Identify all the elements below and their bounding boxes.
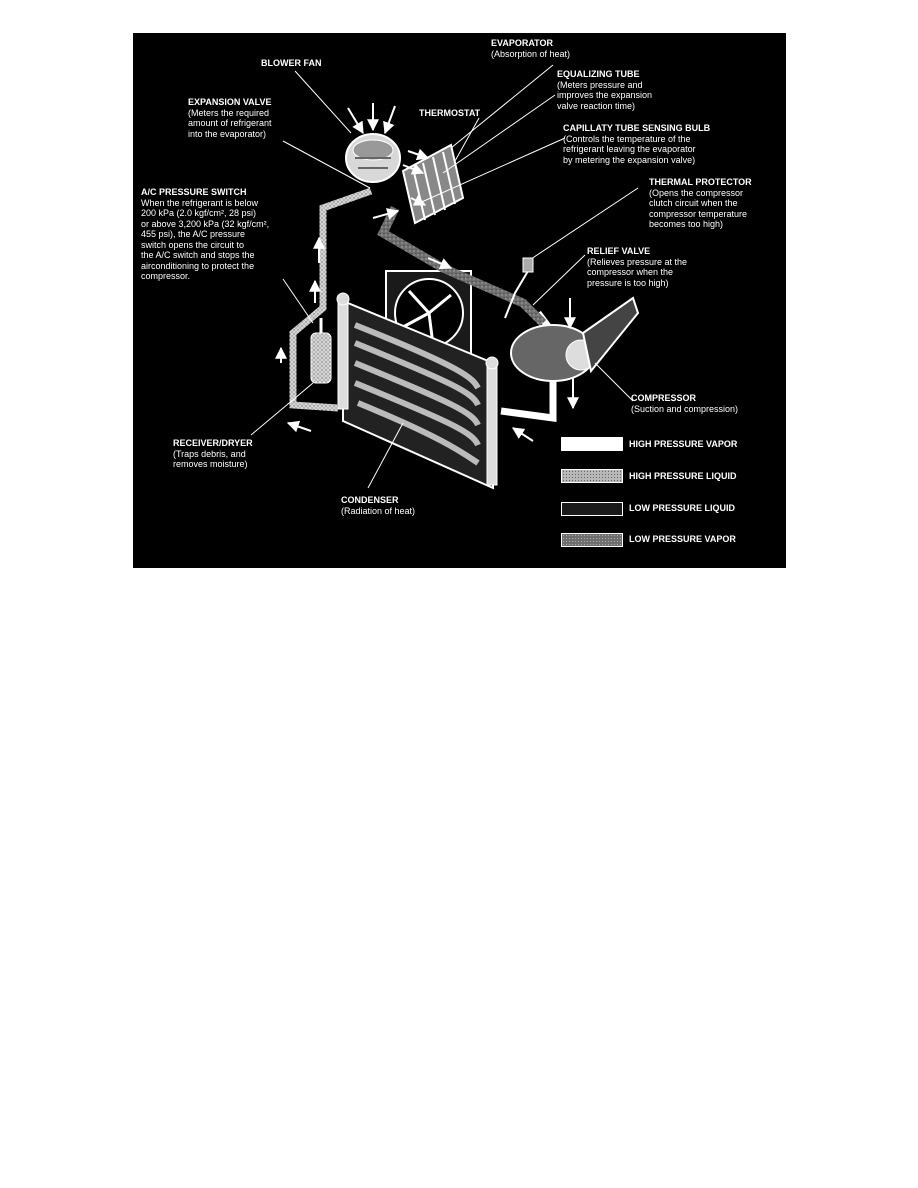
label-condenser-desc: (Radiation of heat)	[341, 505, 416, 516]
label-expansion-valve	[188, 97, 272, 139]
label-capillary-tube-desc: (Controls the temperature of the refrigerant leaving the evaporator by metering the expansion valve)	[563, 133, 696, 165]
label-blower-fan-title: BLOWER FAN	[261, 58, 322, 68]
label-relief-valve	[587, 246, 687, 288]
label-compressor	[631, 393, 738, 414]
label-receiver-dryer-title: RECEIVER/DRYER	[173, 438, 253, 448]
label-evaporator-title: EVAPORATOR	[491, 38, 554, 48]
label-thermostat	[419, 108, 480, 119]
legend-swatch-high-pressure-liquid	[561, 469, 623, 483]
legend-swatch-low-pressure-vapor	[561, 533, 623, 547]
label-receiver-dryer	[173, 438, 253, 470]
label-condenser	[341, 495, 415, 516]
label-thermal-protector-desc: (Opens the compressor clutch circuit when the compressor temperature becomes too high)	[649, 187, 748, 229]
label-expansion-valve-title: EXPANSION VALVE	[188, 97, 272, 107]
legend-label-high-pressure-vapor: HIGH PRESSURE VAPOR	[629, 439, 738, 449]
label-compressor-title: COMPRESSOR	[631, 393, 697, 403]
label-condenser-title: CONDENSER	[341, 495, 399, 505]
legend-label-low-pressure-liquid: LOW PRESSURE LIQUID	[629, 503, 736, 513]
label-thermostat-title: THERMOSTAT	[419, 108, 481, 118]
evaporator-unit	[403, 145, 463, 223]
label-expansion-valve-desc: (Meters the required amount of refrigerant into the evaporator)	[188, 107, 272, 139]
legend-label-high-pressure-liquid: HIGH PRESSURE LIQUID	[629, 471, 737, 481]
legend-swatch-high-pressure-vapor	[561, 437, 623, 451]
legend-swatch-low-pressure-liquid	[561, 502, 623, 516]
label-compressor-desc: (Suction and compression)	[631, 403, 739, 414]
label-equalizing-tube-desc: (Meters pressure and improves the expansion valve reaction time)	[557, 79, 653, 111]
label-evaporator	[491, 38, 570, 59]
label-relief-valve-title: RELIEF VALVE	[587, 246, 651, 256]
label-ac-pressure-switch	[141, 187, 269, 282]
label-thermal-protector-title: THERMAL PROTECTOR	[649, 177, 752, 187]
label-capillary-tube	[563, 123, 710, 165]
label-ac-pressure-switch-title: A/C PRESSURE SWITCH	[141, 187, 247, 197]
label-relief-valve-desc: (Relieves pressure at the compressor when the pressure is too high)	[587, 256, 688, 288]
label-evaporator-desc: (Absorption of heat)	[491, 48, 571, 59]
label-ac-pressure-switch-desc: When the refrigerant is below 200 kPa (2.0 kgf/cm², 28 psi) or above 3,200 kPa (32 kgf/cm², 455 psi), the A/C pressure switch opens the circuit to the A/C switch and stops the airconditioning to protect the compressor.	[141, 197, 270, 281]
label-capillary-tube-title: CAPILLATY TUBE SENSING BULB	[563, 123, 711, 133]
blower-fan-unit	[346, 134, 400, 182]
label-receiver-dryer-desc: (Traps debris, and removes moisture)	[173, 448, 248, 469]
label-equalizing-tube-title: EQUALIZING TUBE	[557, 69, 640, 79]
thermal-protector-connector	[523, 258, 533, 272]
ac-system-diagram	[133, 33, 786, 568]
label-blower-fan	[261, 58, 322, 69]
legend-label-low-pressure-vapor: LOW PRESSURE VAPOR	[629, 534, 736, 544]
label-thermal-protector	[649, 177, 752, 230]
receiver-dryer-unit	[311, 318, 331, 383]
label-equalizing-tube	[557, 69, 652, 111]
